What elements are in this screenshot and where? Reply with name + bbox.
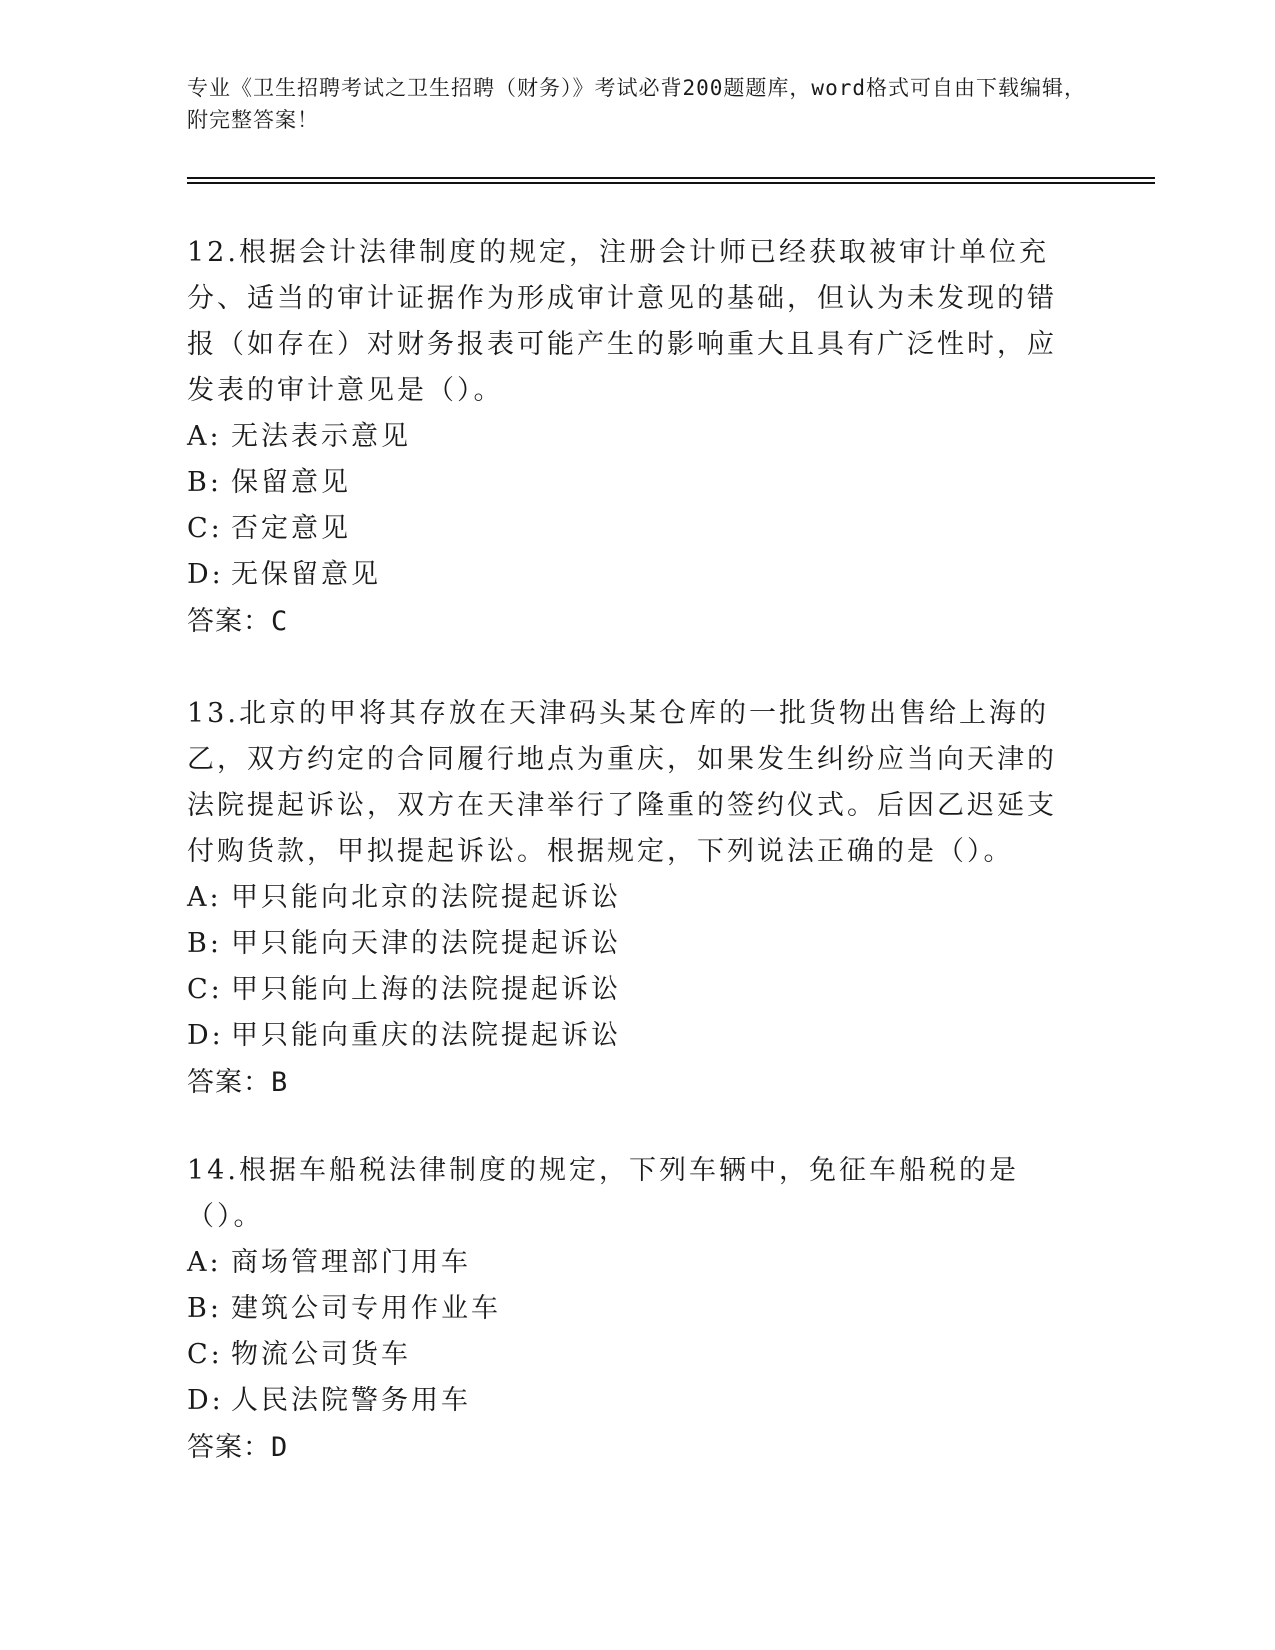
answer-line — [187, 1424, 1067, 1472]
option-text: 物流公司货车 — [231, 1339, 411, 1370]
option-text: 商场管理部门用车 — [231, 1247, 471, 1278]
option-text: 建筑公司专用作业车 — [231, 1293, 501, 1324]
question-14 — [187, 1148, 1067, 1472]
option-d — [187, 1378, 1067, 1424]
option-a — [187, 875, 1067, 921]
question-stem: 13.北京的甲将其存放在天津码头某仓库的一批货物出售给上海的乙，双方约定的合同履行地点为重庆，如果发生纠纷应当向天津的法院提起诉讼，双方在天津举行了隆重的签约仪式。后因乙迟延支付购货款，甲拟提起诉讼。根据规定，下列说法正确的是（）。 — [187, 698, 1057, 867]
answer-label: 答案： — [187, 606, 271, 637]
option-c — [187, 967, 1067, 1013]
question-stem: 12.根据会计法律制度的规定，注册会计师已经获取被审计单位充分、适当的审计证据作为形成审计意见的基础，但认为未发现的错报（如存在）对财务报表可能产生的影响重大且具有广泛性时，应发表的审计意见是（）。 — [187, 237, 1057, 406]
option-c — [187, 506, 1067, 552]
option-text: 甲只能向重庆的法院提起诉讼 — [231, 1020, 621, 1051]
option-a — [187, 414, 1067, 460]
option-key: C: — [187, 1339, 223, 1370]
option-key: D: — [187, 1385, 224, 1416]
answer-label: 答案： — [187, 1432, 271, 1463]
option-d — [187, 552, 1067, 598]
answer-line — [187, 598, 1067, 646]
option-a — [187, 1240, 1067, 1286]
answer-value: D — [271, 1432, 289, 1463]
question-12 — [187, 230, 1067, 646]
option-key: A: — [187, 1247, 222, 1278]
header-divider-bottom — [187, 182, 1155, 184]
option-text: 否定意见 — [231, 513, 351, 544]
option-d — [187, 1013, 1067, 1059]
answer-label: 答案： — [187, 1067, 271, 1098]
option-b — [187, 1286, 1067, 1332]
option-text: 无保留意见 — [231, 559, 381, 590]
option-key: B: — [187, 1293, 222, 1324]
option-c — [187, 1332, 1067, 1378]
option-key: B: — [187, 928, 222, 959]
option-key: C: — [187, 974, 223, 1005]
question-stem: 14.根据车船税法律制度的规定，下列车辆中，免征车船税的是（）。 — [187, 1155, 1019, 1232]
page-header-text: 专业《卫生招聘考试之卫生招聘（财务）》考试必背200题题库，word格式可自由下载编辑，附完整答案！ — [187, 76, 1086, 132]
option-key: A: — [187, 882, 222, 913]
option-text: 甲只能向北京的法院提起诉讼 — [231, 882, 621, 913]
option-text: 人民法院警务用车 — [231, 1385, 471, 1416]
option-key: B: — [187, 467, 222, 498]
answer-value: B — [271, 1067, 289, 1098]
option-text: 甲只能向上海的法院提起诉讼 — [231, 974, 621, 1005]
option-text: 保留意见 — [231, 467, 351, 498]
header-divider-top — [187, 177, 1155, 179]
option-b — [187, 460, 1067, 506]
option-text: 甲只能向天津的法院提起诉讼 — [231, 928, 621, 959]
option-key: A: — [187, 421, 222, 452]
answer-line — [187, 1059, 1067, 1107]
question-13 — [187, 691, 1067, 1107]
answer-value: C — [271, 606, 289, 637]
option-b — [187, 921, 1067, 967]
option-key: D: — [187, 559, 224, 590]
option-text: 无法表示意见 — [231, 421, 411, 452]
option-key: C: — [187, 513, 223, 544]
option-key: D: — [187, 1020, 224, 1051]
